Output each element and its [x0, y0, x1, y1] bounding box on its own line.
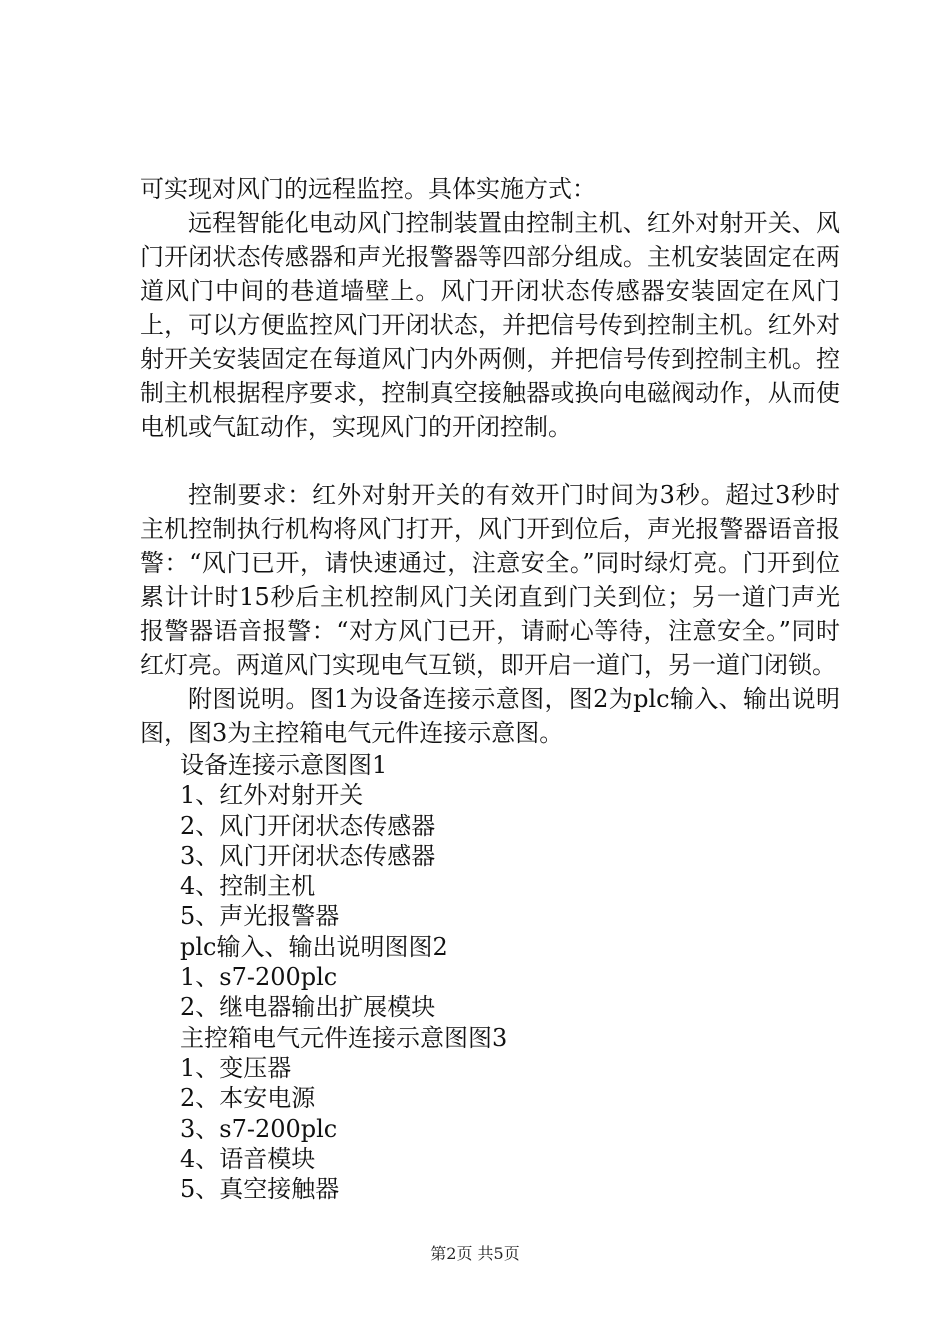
list-item: 1、红外对射开关 [180, 781, 364, 810]
list-item: 1、s7-200plc [180, 963, 338, 992]
page-number-footer: 第2页 共5页 [430, 1244, 520, 1263]
paragraph-control-requirements: 控制要求：红外对射开关的有效开门时间为3秒。超过3秒时主机控制执行机构将风门打开，风门开到位后，声光报警器语音报警：“风门已开，请快速通过，注意安全。”同时绿灯亮。门开到位累计计时15秒后主机控制风门关闭直到门关到位；另一道门声光报警器语音报警：“对方风门已开，请耐心等待，注意安全。”同时红灯亮。两道风门实现电气互锁，即开启一道门，另一道门闭锁。 [140, 481, 840, 679]
list-item: 5、声光报警器 [180, 902, 340, 931]
paragraph-intro: 可实现对风门的远程监控。具体实施方式： [140, 175, 596, 203]
list-item: 4、语音模块 [180, 1144, 316, 1173]
list-item: plc输入、输出说明图图2 [180, 932, 448, 961]
list-item: 2、本安电源 [180, 1084, 316, 1113]
document-body [140, 172, 840, 1204]
paragraph-implementation: 远程智能化电动风门控制装置由控制主机、红外对射开关、风门开闭状态传感器和声光报警器等四部分组成。主机安装固定在两道风门中间的巷道墙壁上。风门开闭状态传感器安装固定在风门上，可以方便监控风门开闭状态，并把信号传到控制主机。红外对射开关安装固定在每道风门内外两侧，并把信号传到控制主机。控制主机根据程序要求，控制真空接触器或换向电磁阀动作，从而使电机或气缸动作，实现风门的开闭控制。 [140, 209, 840, 441]
paragraph-figure-notes: 附图说明。图1为设备连接示意图，图2为plc输入、输出说明图，图3为主控箱电气元件连接示意图。 [140, 685, 840, 747]
list-item: 3、s7-200plc [180, 1114, 338, 1143]
list-item: 5、真空接触器 [180, 1175, 340, 1204]
list-item: 3、风门开闭状态传感器 [180, 841, 436, 870]
list-item: 1、变压器 [180, 1053, 292, 1082]
paragraph-spacer [140, 444, 840, 478]
list-item: 设备连接示意图图1 [180, 751, 388, 779]
list-item: 2、继电器输出扩展模块 [180, 993, 436, 1022]
figure-legend-list [140, 750, 840, 1204]
list-item: 4、控制主机 [180, 872, 316, 901]
list-item: 主控箱电气元件连接示意图图3 [180, 1023, 508, 1052]
list-item: 2、风门开闭状态传感器 [180, 811, 436, 840]
